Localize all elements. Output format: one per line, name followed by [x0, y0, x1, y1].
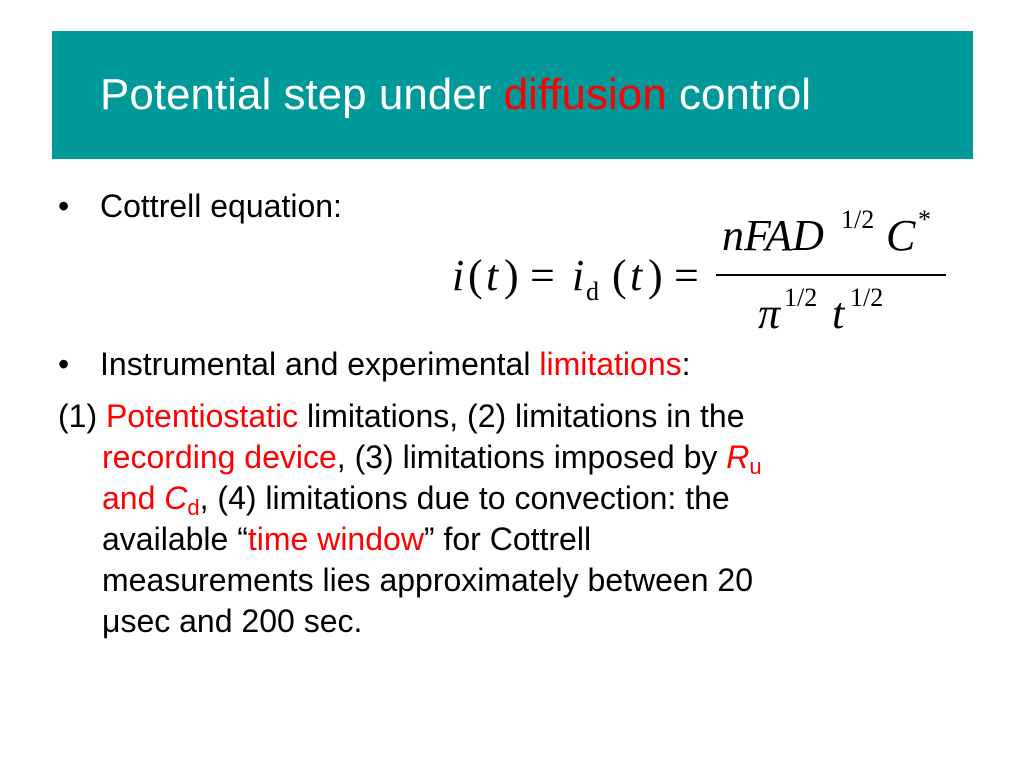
page-title [100, 67, 811, 123]
eq-lhs-open: ( [468, 251, 483, 300]
paragraph-text-1: limitations, (2) limitations in the [307, 398, 745, 434]
cd-symbol: C [164, 480, 188, 516]
limitations-prefix: Instrumental and experimental [100, 346, 531, 382]
limitations-paragraph [58, 396, 938, 642]
paragraph-line-2 [58, 437, 938, 478]
paragraph-line-3 [58, 478, 938, 519]
cottrell-equation [440, 192, 960, 342]
eq-lhs-i: i [452, 251, 465, 300]
paragraph-text-4-prefix: available “ [102, 521, 248, 557]
cd-subscript: d [187, 495, 200, 520]
eq-id-close: ) [648, 251, 663, 300]
bullet-cottrell [58, 186, 342, 226]
eq-num-star: * [918, 205, 931, 234]
paragraph-line-6: μsec and 200 sec. [102, 603, 363, 639]
limitations-suffix: : [681, 346, 691, 382]
paragraph-text-2: , (3) limitations imposed by [336, 439, 718, 475]
recording-device-term: recording device [102, 439, 337, 475]
limitations-highlight: limitations [539, 346, 682, 382]
bullet-dot: • [58, 188, 70, 224]
paragraph-line-5: measurements lies approximately between 20 [102, 562, 753, 598]
paragraph-text-4-suffix: ” for Cottrell [423, 521, 592, 557]
title-prefix: Potential step under [100, 70, 492, 119]
bullet-limitations [58, 344, 691, 384]
eq-den-exponent-2: 1/2 [850, 283, 884, 312]
title-highlight: diffusion [503, 70, 667, 119]
item-number-1: (1) [58, 398, 98, 434]
eq-equals-2: = [674, 251, 699, 300]
and-word: and [102, 480, 156, 516]
eq-id-t: t [630, 251, 643, 300]
eq-equals-1: = [530, 251, 555, 300]
bullet-dot: • [58, 346, 70, 382]
eq-den-exponent-1: 1/2 [784, 283, 818, 312]
title-suffix: control [678, 70, 812, 119]
eq-denominator-pi: π [758, 289, 781, 338]
title-bar [52, 31, 973, 159]
eq-lhs-close: ) [504, 251, 519, 300]
paragraph-line-4 [58, 519, 938, 560]
eq-denominator-t: t [832, 289, 845, 338]
ru-subscript: u [749, 454, 762, 479]
eq-lhs-t: t [486, 251, 499, 300]
paragraph-line-1 [58, 396, 938, 437]
ru-symbol: R [726, 439, 750, 475]
potentiostatic-term: Potentiostatic [106, 398, 299, 434]
cottrell-label: Cottrell equation: [100, 188, 342, 224]
eq-numerator: nFAD [722, 211, 824, 260]
eq-numerator-c: C [886, 211, 916, 260]
time-window-term: time window [247, 521, 424, 557]
eq-id-sub: d [586, 277, 599, 306]
paragraph-text-3: , (4) limitations due to convection: the [199, 480, 730, 516]
eq-num-exponent: 1/2 [841, 205, 875, 234]
eq-id-i: i [572, 251, 585, 300]
eq-id-open: ( [612, 251, 627, 300]
